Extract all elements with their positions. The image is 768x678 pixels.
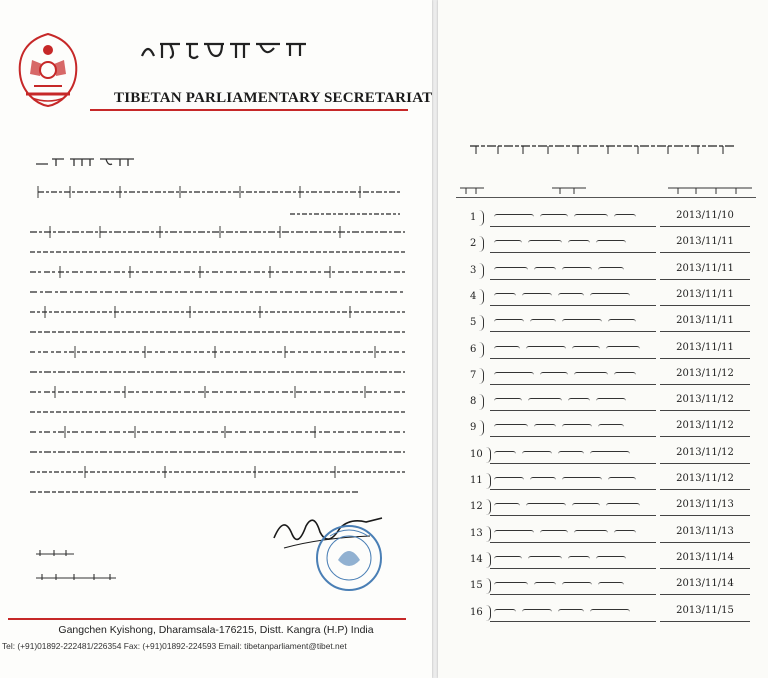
row-number: 10 xyxy=(470,448,483,460)
handwriting-stroke xyxy=(596,556,626,565)
handwriting-stroke xyxy=(494,503,520,512)
handwriting-stroke xyxy=(540,530,568,539)
handwriting-stroke xyxy=(596,398,626,407)
row-name-image xyxy=(490,342,656,359)
row-number: 3 xyxy=(470,264,477,276)
tibetan-heading-image xyxy=(140,38,310,62)
row-date: 2013/11/10 xyxy=(660,210,750,227)
row-name-image xyxy=(490,210,656,227)
handwriting-stroke xyxy=(614,530,636,539)
row-name-image xyxy=(490,263,656,280)
row-number: 1 xyxy=(470,212,477,223)
handwriting-stroke xyxy=(494,293,516,302)
row-number: 11 xyxy=(470,475,483,486)
handwriting-stroke xyxy=(614,372,636,381)
handwriting-stroke xyxy=(558,609,584,618)
handwriting-stroke xyxy=(598,267,624,276)
handwriting-stroke xyxy=(528,398,562,407)
handwriting-stroke xyxy=(522,609,552,618)
row-number: 15 xyxy=(470,580,483,592)
handwriting-stroke xyxy=(598,582,624,591)
list-title-image xyxy=(468,140,738,156)
row-date: 2013/11/15 xyxy=(660,605,750,622)
row-date: 2013/11/11 xyxy=(660,342,750,359)
handwriting-stroke xyxy=(606,346,640,355)
list-row xyxy=(438,497,768,523)
row-name-image xyxy=(490,578,656,595)
header-date-image xyxy=(666,184,756,196)
handwriting-stroke xyxy=(562,582,592,591)
handwriting-stroke xyxy=(494,424,528,433)
list-row xyxy=(438,603,768,629)
handwriting-stroke xyxy=(562,424,592,433)
handwriting-stroke xyxy=(494,214,534,223)
row-date: 2013/11/13 xyxy=(660,526,750,543)
list-row xyxy=(438,313,768,339)
list-row xyxy=(438,576,768,602)
letterhead-divider xyxy=(90,109,408,111)
row-number: 16 xyxy=(470,606,483,618)
footer-contact: Tel: (+91)01892-222481/226354 Fax: (+91)01892-224593 Email: tibetanparliament@tibet.net xyxy=(2,641,347,651)
list-row xyxy=(438,366,768,392)
signatory-line-image xyxy=(34,572,124,582)
row-number: 13 xyxy=(470,527,483,539)
row-date: 2013/11/12 xyxy=(660,368,750,385)
row-date: 2013/11/11 xyxy=(660,236,750,253)
handwriting-stroke xyxy=(494,372,534,381)
row-name-image xyxy=(490,605,656,622)
handwriting-stroke xyxy=(540,214,568,223)
handwriting-stroke xyxy=(568,398,590,407)
row-name-image xyxy=(490,289,656,306)
handwriting-stroke xyxy=(494,319,524,328)
handwriting-stroke xyxy=(614,214,636,223)
list-row xyxy=(438,234,768,260)
reference-number-image xyxy=(34,156,144,168)
row-number: 12 xyxy=(470,501,483,513)
handwriting-stroke xyxy=(530,477,556,486)
list-row xyxy=(438,524,768,550)
handwriting-stroke xyxy=(528,240,562,249)
row-name-image xyxy=(490,368,656,385)
handwriting-stroke xyxy=(494,240,522,249)
handwriting-stroke xyxy=(540,372,568,381)
handwriting-stroke xyxy=(562,267,592,276)
header-number-image xyxy=(458,184,488,196)
letterhead-title: TIBETAN PARLIAMENTARY SECRETARIAT xyxy=(114,90,433,106)
row-number: 14 xyxy=(470,553,483,565)
handwriting-stroke xyxy=(598,424,624,433)
handwriting-stroke xyxy=(562,477,602,486)
handwriting-stroke xyxy=(494,609,516,618)
handwriting-stroke xyxy=(522,451,552,460)
handwriting-stroke xyxy=(590,293,630,302)
list-row xyxy=(438,287,768,313)
snow-lion-seal-icon xyxy=(12,30,84,110)
row-date: 2013/11/12 xyxy=(660,420,750,437)
handwriting-stroke xyxy=(558,293,584,302)
handwriting-stroke xyxy=(568,556,590,565)
header-name-image xyxy=(550,184,590,196)
handwriting-stroke xyxy=(494,582,528,591)
row-date: 2013/11/12 xyxy=(660,394,750,411)
header-divider xyxy=(456,197,756,198)
handwriting-stroke xyxy=(526,346,566,355)
handwriting-stroke xyxy=(558,451,584,460)
handwriting-stroke xyxy=(606,503,640,512)
row-number: 9 xyxy=(470,422,477,434)
row-name-image xyxy=(490,394,656,411)
row-name-image xyxy=(490,420,656,437)
handwriting-stroke xyxy=(590,451,630,460)
handwriting-stroke xyxy=(608,319,636,328)
handwriting-stroke xyxy=(572,346,600,355)
list-row xyxy=(438,340,768,366)
row-name-image xyxy=(490,552,656,569)
row-name-image xyxy=(490,447,656,464)
handwriting-stroke xyxy=(590,609,630,618)
row-date: 2013/11/14 xyxy=(660,578,750,595)
row-date: 2013/11/12 xyxy=(660,447,750,464)
row-name-image xyxy=(490,499,656,516)
handwriting-stroke xyxy=(528,556,562,565)
row-number: 2 xyxy=(470,238,477,250)
handwriting-stroke xyxy=(534,424,556,433)
list-page xyxy=(438,0,768,678)
handwriting-stroke xyxy=(530,319,556,328)
handwriting-stroke xyxy=(494,346,520,355)
closing-line-image xyxy=(34,548,94,558)
footer-divider xyxy=(8,618,406,620)
row-number: 8 xyxy=(470,396,477,408)
row-date: 2013/11/14 xyxy=(660,552,750,569)
row-date: 2013/11/11 xyxy=(660,263,750,280)
handwriting-stroke xyxy=(494,477,524,486)
row-date: 2013/11/12 xyxy=(660,473,750,490)
handwriting-stroke xyxy=(574,214,608,223)
handwriting-stroke xyxy=(494,530,534,539)
list-row xyxy=(438,550,768,576)
handwriting-stroke xyxy=(494,398,522,407)
row-name-image xyxy=(490,526,656,543)
handwriting-stroke xyxy=(574,530,608,539)
handwriting-stroke xyxy=(494,267,528,276)
handwriting-stroke xyxy=(494,451,516,460)
row-number: 4 xyxy=(470,290,477,302)
row-name-image xyxy=(490,315,656,332)
handwriting-stroke xyxy=(574,372,608,381)
list-row xyxy=(438,418,768,444)
row-date: 2013/11/11 xyxy=(660,315,750,332)
list-row xyxy=(438,208,768,234)
handwriting-stroke xyxy=(534,267,556,276)
row-number: 5 xyxy=(470,317,477,329)
row-number: 7 xyxy=(470,369,477,381)
list-row xyxy=(438,392,768,418)
row-number: 6 xyxy=(470,343,477,355)
handwriting-stroke xyxy=(522,293,552,302)
handwriting-stroke xyxy=(562,319,602,328)
handwriting-stroke xyxy=(608,477,636,486)
row-date: 2013/11/11 xyxy=(660,289,750,306)
handwriting-stroke xyxy=(534,582,556,591)
list-row xyxy=(438,471,768,497)
list-row xyxy=(438,261,768,287)
list-row xyxy=(438,445,768,471)
official-stamp-image xyxy=(310,522,388,594)
footer-address: Gangchen Kyishong, Dharamsala-176215, Distt. Kangra (H.P) India xyxy=(58,624,374,636)
handwriting-stroke xyxy=(494,556,522,565)
row-name-image xyxy=(490,236,656,253)
handwriting-stroke xyxy=(572,503,600,512)
row-name-image xyxy=(490,473,656,490)
handwriting-stroke xyxy=(526,503,566,512)
row-date: 2013/11/13 xyxy=(660,499,750,516)
handwriting-stroke xyxy=(568,240,590,249)
handwriting-stroke xyxy=(596,240,626,249)
